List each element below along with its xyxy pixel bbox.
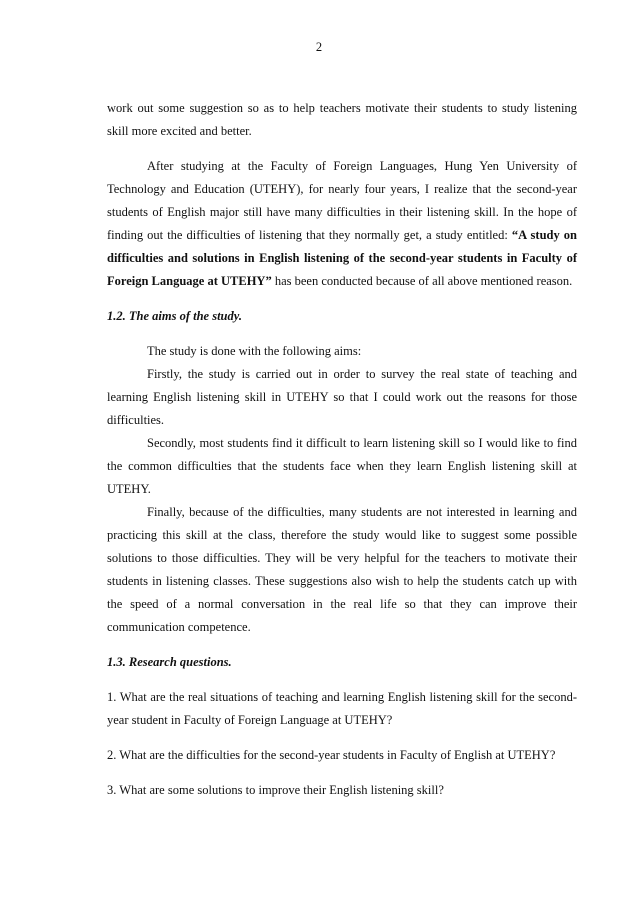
page-number: 2 — [315, 40, 323, 54]
background-text-before: After studying at the Faculty of Foreign Languages, Hung Yen University of Technology and Education (UTEHY), for nearly four years, I realize that the second-year students of English major still have many difficulties in their listening skill. In the hope of finding out the difficulties of listening that they normally get, a study entitled: — [107, 159, 577, 242]
page-body — [107, 97, 577, 802]
section-heading-aims: 1.2. The aims of the study. — [107, 309, 242, 323]
research-question-2: 2. What are the difficulties for the second-year students in Faculty of English at UTEHY? — [107, 748, 556, 762]
study-title: “A study on difficulties and solutions in English listening of the second-year students in Faculty of Foreign Language at UTEHY” — [107, 228, 577, 288]
paragraph-background — [107, 155, 577, 293]
research-question-3: 3. What are some solutions to improve their English listening skill? — [107, 783, 444, 797]
aim-second: Secondly, most students find it difficult to learn listening skill so I would like to find the common difficulties that the students face when they learn English listening skill at UTEHY. — [107, 436, 577, 496]
aim-finally: Finally, because of the difficulties, many students are not interested in learning and practicing this skill at the class, therefore the study would like to suggest some possible solutions to those difficulties. They will be very helpful for the teachers to motivate their students in listening classes. These suggestions also wish to help the students catch up with the speed of a normal conversation in the real life so that they can improve their communication competence. — [107, 505, 577, 634]
aims-intro: The study is done with the following aims: — [147, 344, 362, 358]
research-question-1: 1. What are the real situations of teaching and learning English listening skill for the second- year student in Faculty of Foreign Language at UTEHY? — [107, 690, 577, 727]
background-text-after: has been conducted because of all above mentioned reason. — [271, 274, 573, 288]
paragraph-intro-end: work out some suggestion so as to help teachers motivate their students to study listening skill more excited and better. — [107, 101, 577, 138]
aim-first: Firstly, the study is carried out in order to survey the real state of teaching and learning English listening skill in UTEHY so that I could work out the reasons for those difficulties. — [107, 367, 577, 427]
section-heading-research-questions: 1.3. Research questions. — [107, 655, 232, 669]
